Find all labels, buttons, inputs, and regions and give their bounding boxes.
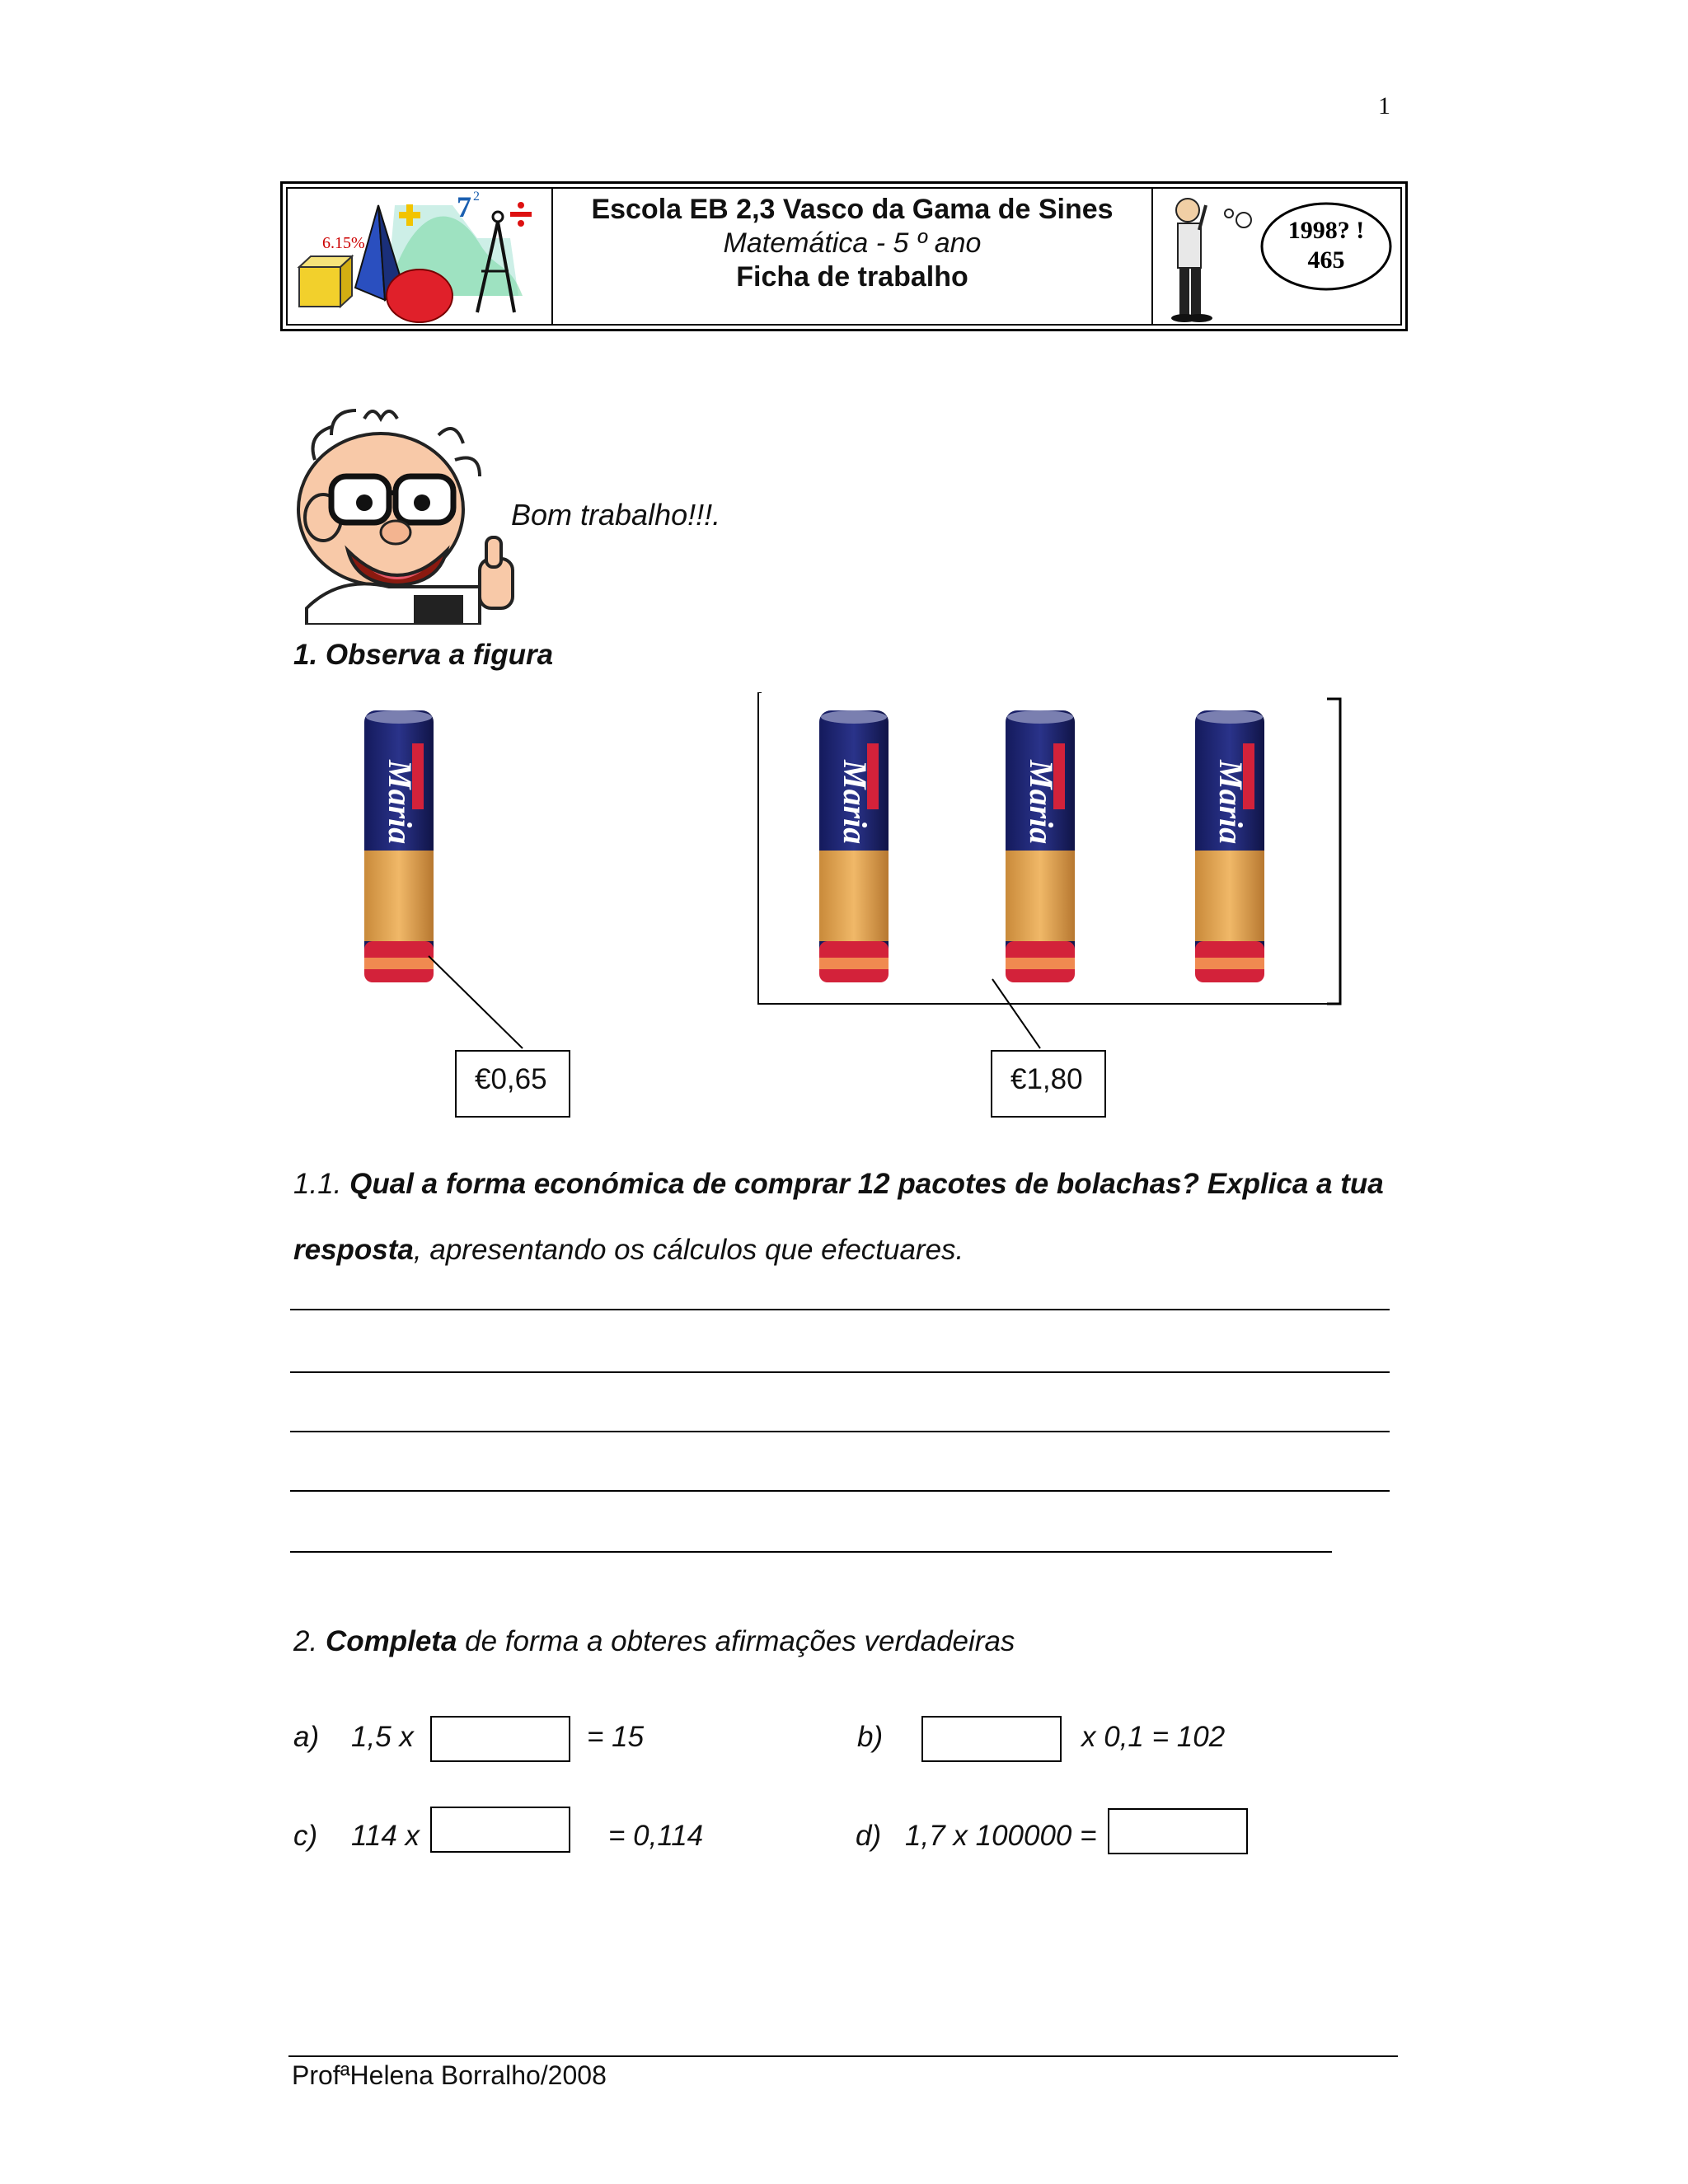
item-a-answer-box[interactable] [430, 1716, 570, 1762]
svg-text:2: 2 [473, 190, 480, 204]
item-a-label: a) [293, 1721, 320, 1753]
math-logo-cell [288, 189, 553, 324]
svg-text:1998? !: 1998? ! [1287, 217, 1365, 244]
item-a-before: 1,5 x [351, 1721, 414, 1753]
item-c-after: = 0,114 [608, 1820, 704, 1852]
svg-text:Maria: Maria [1023, 760, 1060, 845]
svg-text:Maria: Maria [382, 760, 419, 845]
answer-line-5[interactable] [290, 1551, 1332, 1553]
sheet-title: Ficha de trabalho [736, 261, 968, 293]
question-2-bold: Completa [325, 1625, 457, 1657]
price-single-pack: €0,65 [455, 1050, 570, 1118]
cartoon-boy-thumbs-up-icon [290, 402, 529, 625]
school-name: Escola EB 2,3 Vasco da Gama de Sines [591, 194, 1114, 225]
item-c-label: c) [293, 1820, 318, 1852]
answer-line-1[interactable] [290, 1309, 1390, 1310]
footer-divider [288, 2055, 1398, 2057]
math-shapes-icon [288, 189, 548, 326]
subject-line: Matemática - 5 º ano [723, 227, 982, 259]
price-three-packs: €1,80 [991, 1050, 1106, 1118]
question-1-title: 1. Observa a figura [293, 639, 554, 671]
item-d-label: d) [856, 1820, 882, 1852]
item-d-answer-box[interactable] [1108, 1808, 1248, 1854]
svg-text:7: 7 [457, 190, 471, 223]
question-1-1 [293, 1151, 1423, 1283]
thinking-man-icon [1153, 189, 1397, 326]
item-b-answer-box[interactable] [921, 1716, 1062, 1762]
svg-text:Maria: Maria [837, 760, 874, 845]
header-table [280, 181, 1408, 331]
biscuit-pack-1-of-3 [819, 710, 889, 982]
item-a-after: = 15 [587, 1721, 645, 1753]
item-b-after: x 0,1 = 102 [1081, 1721, 1226, 1753]
svg-text:Maria: Maria [1212, 760, 1250, 845]
question-2-number: 2. [293, 1625, 318, 1657]
biscuit-pack-2-of-3 [1006, 710, 1075, 982]
question-1-1-rest: , apresentando os cálculos que efectuares. [413, 1234, 964, 1266]
biscuit-pack-single [364, 710, 434, 982]
question-1-1-number: 1.1. [293, 1168, 342, 1200]
thinking-man-cell [1151, 189, 1400, 324]
svg-text:465: 465 [1307, 246, 1345, 274]
biscuit-pack-3-of-3 [1195, 710, 1264, 982]
answer-line-4[interactable] [290, 1490, 1390, 1492]
question-2-rest: de forma a obteres afirmações verdadeiras [457, 1625, 1015, 1657]
item-c-answer-box[interactable] [430, 1807, 570, 1853]
answer-line-3[interactable] [290, 1431, 1390, 1432]
footer-author: ProfªHelena Borralho/2008 [292, 2060, 607, 2090]
greeting-text: Bom trabalho!!!. [511, 498, 721, 532]
header-title-block [553, 189, 1151, 324]
item-c-before: 114 x [351, 1820, 420, 1852]
question-1-1-bold: Qual a forma económica de comprar 12 pacotes de bolachas? Explica a tua resposta [293, 1168, 1384, 1266]
svg-text:6.15%: 6.15% [322, 234, 365, 252]
answer-line-2[interactable] [290, 1371, 1390, 1373]
page-number: 1 [1378, 92, 1390, 120]
question-2-title [293, 1625, 1015, 1658]
item-b-label: b) [857, 1721, 884, 1753]
item-d-before: 1,7 x 100000 = [905, 1820, 1097, 1852]
